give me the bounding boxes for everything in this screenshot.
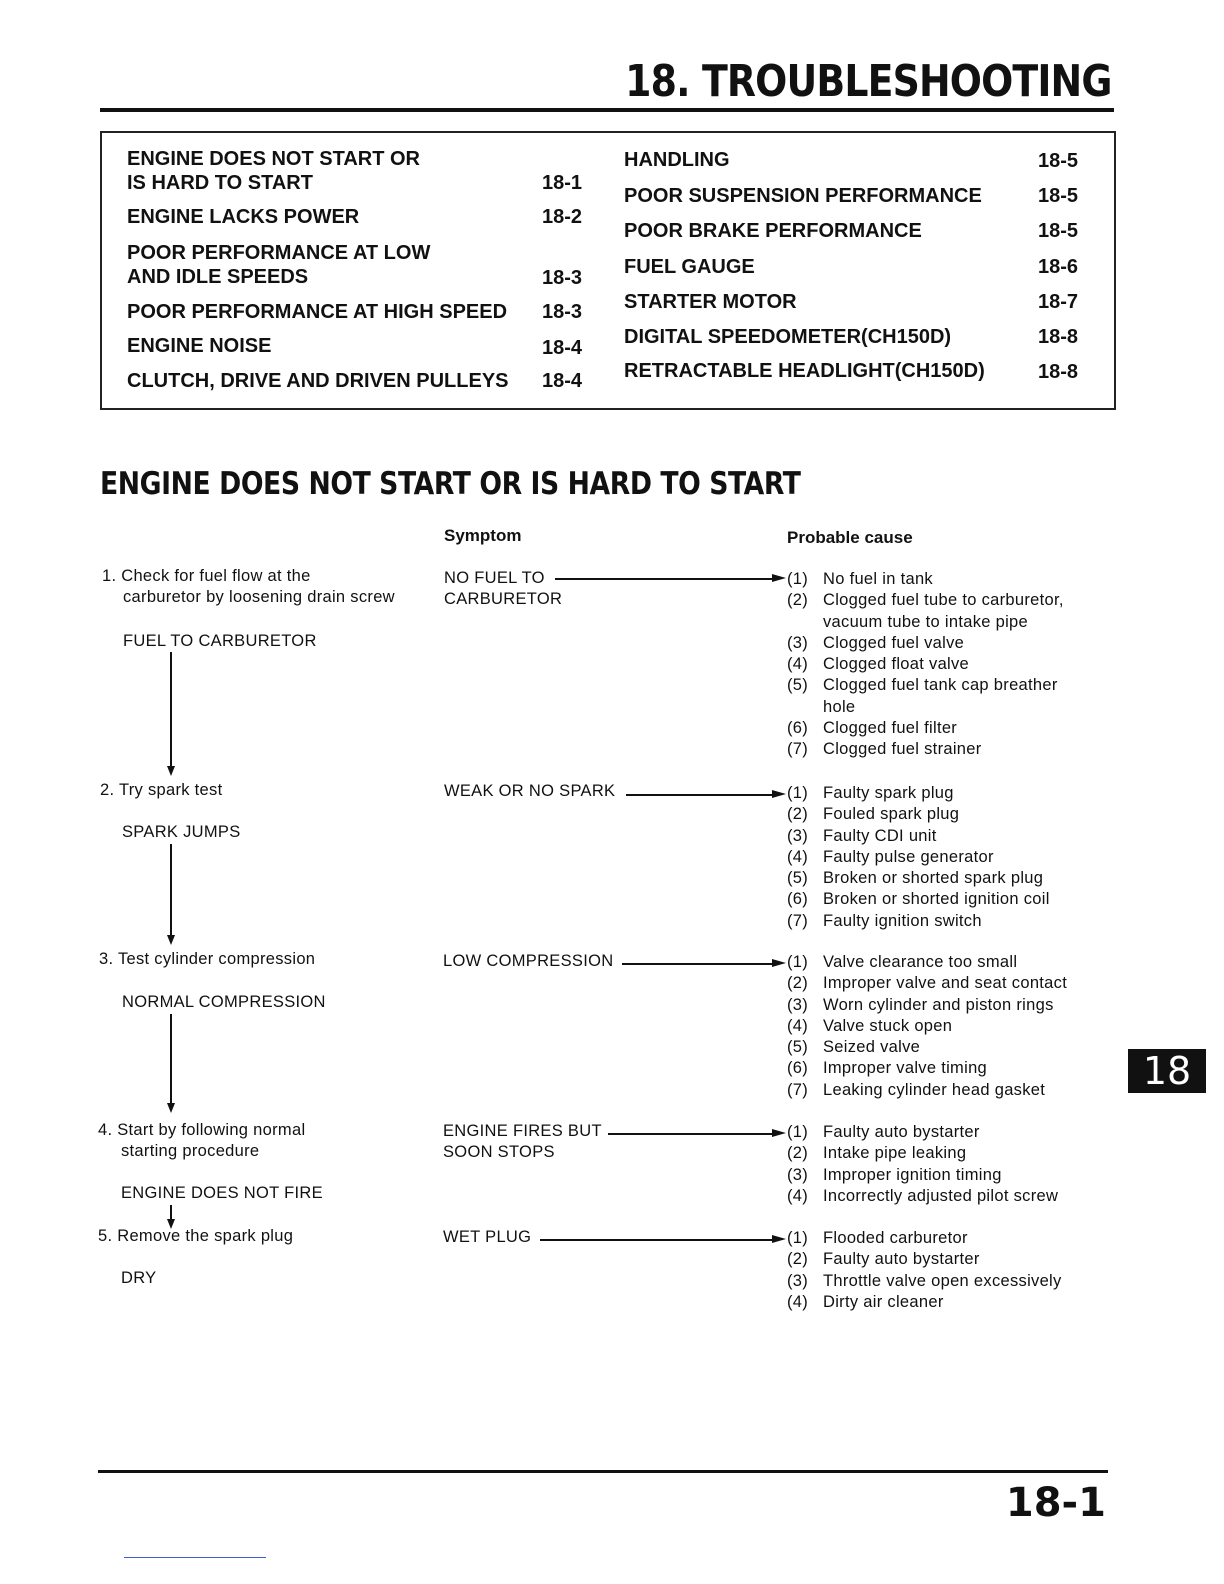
- cause-num: (5): [787, 1038, 809, 1057]
- step-5-symptom: [443, 1227, 531, 1248]
- arrow-down-icon: [167, 935, 175, 945]
- toc-item-left-5[interactable]: [127, 334, 583, 359]
- toc-item-left-1[interactable]: [127, 147, 583, 195]
- cause-item: [787, 739, 1064, 760]
- cause-num: (7): [787, 1080, 809, 1099]
- cause-text: Clogged float valve: [823, 655, 970, 674]
- cause-num: (2): [787, 1250, 809, 1269]
- toc-item-right-2[interactable]: [624, 184, 1079, 208]
- step-4-causes: [787, 1122, 1058, 1207]
- step-2-result: SPARK JUMPS: [122, 823, 241, 841]
- cause-item: [787, 1080, 1067, 1101]
- flow-arrow-line: [608, 1133, 772, 1135]
- cause-item: [787, 1058, 1067, 1079]
- toc-title-line: CLUTCH, DRIVE AND DRIVEN PULLEYS: [127, 370, 509, 392]
- toc-page: 18-7: [1038, 291, 1079, 313]
- cause-num: (4): [787, 1016, 809, 1035]
- cause-text: Faulty auto bystarter: [823, 1250, 980, 1269]
- toc-item-right-3[interactable]: [624, 219, 1079, 243]
- cause-text: Dirty air cleaner: [823, 1292, 944, 1311]
- check-line: 2. Try spark test: [100, 781, 223, 799]
- toc-page: 18-8: [1038, 326, 1079, 348]
- flow-line: [170, 844, 172, 936]
- step-1-result: FUEL TO CARBURETOR: [123, 632, 317, 650]
- toc-title-line: POOR PERFORMANCE AT LOW: [127, 242, 431, 264]
- step-5-result: DRY: [121, 1269, 157, 1287]
- toc-title-line: HANDLING: [624, 149, 730, 171]
- toc-title-line: STARTER MOTOR: [624, 291, 797, 313]
- arrow-down-icon: [167, 766, 175, 776]
- cause-num: (4): [787, 847, 809, 866]
- step-5-check: [98, 1226, 293, 1247]
- flow-arrow-line: [540, 1239, 772, 1241]
- cause-text: Faulty CDI unit: [823, 826, 937, 845]
- toc-page: 18-4: [542, 337, 583, 359]
- arrow-right-icon: [772, 1235, 786, 1243]
- chapter-tab[interactable]: 18: [1128, 1049, 1206, 1093]
- cause-text: Faulty auto bystarter: [823, 1123, 980, 1141]
- toc-item-right-6[interactable]: [624, 325, 1079, 349]
- cause-num: (4): [787, 1186, 809, 1205]
- cause-item: [787, 889, 1050, 910]
- cause-num: (2): [787, 805, 809, 824]
- cause-item: [787, 826, 1050, 847]
- cause-text: Incorrectly adjusted pilot screw: [823, 1186, 1059, 1205]
- cause-num: (7): [787, 740, 809, 759]
- cause-item: [787, 804, 1050, 825]
- toc-page: 18-3: [542, 267, 583, 289]
- cause-item: [787, 868, 1050, 889]
- toc-title-line: ENGINE DOES NOT START OR: [127, 148, 420, 170]
- cause-item: [787, 569, 1064, 590]
- cause-num: (1): [787, 570, 809, 588]
- cause-item: [787, 847, 1050, 868]
- arrow-right-icon: [772, 959, 786, 967]
- cause-text: Valve stuck open: [823, 1016, 953, 1035]
- toc-title-line: ENGINE NOISE: [127, 335, 272, 357]
- cause-text: Faulty spark plug: [823, 784, 954, 802]
- cause-text: Seized valve: [823, 1038, 921, 1057]
- cause-item: [787, 675, 1064, 696]
- toc-title-line: FUEL GAUGE: [624, 256, 755, 278]
- cause-text: Improper valve and seat contact: [823, 974, 1068, 993]
- flow-line: [170, 1014, 172, 1104]
- cause-column-header: Probable cause: [787, 528, 913, 547]
- cause-text: Worn cylinder and piston rings: [823, 995, 1054, 1014]
- toc-item-right-5[interactable]: [624, 290, 1079, 314]
- cause-num: (4): [787, 1292, 809, 1311]
- cause-num: (6): [787, 1059, 809, 1078]
- cause-item: [787, 1143, 1058, 1164]
- cause-num: (2): [787, 1144, 809, 1163]
- cause-text: Leaking cylinder head gasket: [823, 1080, 1046, 1099]
- cause-num: (5): [787, 676, 809, 695]
- cause-text: Faulty ignition switch: [823, 911, 982, 930]
- cause-text-cont: vacuum tube to intake pipe: [823, 612, 1029, 631]
- step-1-check: [102, 566, 395, 608]
- check-line: 3. Test cylinder compression: [99, 950, 316, 968]
- flow-arrow-line: [622, 963, 772, 965]
- step-4-check: [98, 1120, 305, 1162]
- cause-text: Intake pipe leaking: [823, 1144, 967, 1163]
- cause-num: (1): [787, 1123, 809, 1141]
- step-4-result: ENGINE DOES NOT FIRE: [121, 1184, 323, 1202]
- check-line: carburetor by loosening drain screw: [123, 588, 395, 606]
- symptom-line: ENGINE FIRES BUT: [443, 1122, 602, 1140]
- cause-num: (7): [787, 911, 809, 930]
- step-2-check: [100, 780, 222, 801]
- cause-item: [787, 1186, 1058, 1207]
- cause-item: [787, 590, 1064, 611]
- flow-line: [170, 652, 172, 766]
- cause-text: Valve clearance too small: [823, 953, 1018, 971]
- step-4-symptom: [443, 1121, 602, 1163]
- cause-num: (3): [787, 633, 809, 652]
- scan-mark: [124, 1557, 266, 1558]
- cause-item: [787, 911, 1050, 932]
- check-line: 4. Start by following normal: [98, 1121, 306, 1139]
- flow-arrow-line: [555, 578, 773, 580]
- toc-page: 18-4: [542, 370, 583, 392]
- cause-text: Clogged fuel tube to carburetor,: [823, 591, 1064, 610]
- toc-title-line: DIGITAL SPEEDOMETER(CH150D): [624, 326, 952, 348]
- check-line: 5. Remove the spark plug: [98, 1227, 294, 1245]
- cause-item: [787, 633, 1064, 654]
- toc-item-left-2[interactable]: [127, 205, 583, 229]
- toc-item-left-6[interactable]: [127, 369, 583, 393]
- symptom-line: SOON STOPS: [443, 1143, 555, 1161]
- step-1-symptom: [444, 568, 562, 610]
- toc-title-line: POOR SUSPENSION PERFORMANCE: [624, 185, 982, 207]
- toc-item-right-1[interactable]: [624, 148, 1079, 172]
- cause-num: (1): [787, 784, 809, 802]
- arrow-down-icon: [167, 1103, 175, 1113]
- toc-title-line: POOR BRAKE PERFORMANCE: [624, 220, 922, 242]
- page-number: 18-1: [1005, 1480, 1106, 1526]
- cause-item: [787, 952, 1067, 973]
- cause-item: [787, 1292, 1062, 1313]
- cause-num: (5): [787, 869, 809, 888]
- cause-text: Clogged fuel strainer: [823, 740, 982, 759]
- cause-item: [787, 1165, 1058, 1186]
- cause-num: (6): [787, 719, 809, 738]
- cause-num: (1): [787, 1229, 809, 1247]
- cause-num: (2): [787, 974, 809, 993]
- check-line: starting procedure: [121, 1142, 260, 1160]
- cause-text: Clogged fuel valve: [823, 633, 965, 652]
- check-line: 1. Check for fuel flow at the: [102, 567, 311, 585]
- cause-num: (3): [787, 995, 809, 1014]
- toc-page: 18-5: [1038, 185, 1079, 207]
- step-5-causes: [787, 1228, 1062, 1313]
- toc-title-line: IS HARD TO START: [127, 172, 313, 194]
- cause-text: Broken or shorted spark plug: [823, 869, 1044, 888]
- cause-item: [787, 1016, 1067, 1037]
- symptom-line: CARBURETOR: [444, 590, 563, 608]
- cause-item: [787, 1122, 1058, 1143]
- header-rule: [100, 108, 1114, 112]
- step-2-symptom: [444, 781, 615, 802]
- cause-num: (3): [787, 1165, 809, 1184]
- cause-item: [787, 1037, 1067, 1058]
- step-1-causes: [787, 569, 1064, 761]
- cause-item: [787, 654, 1064, 675]
- cause-text: Improper ignition timing: [823, 1165, 1002, 1184]
- cause-text: Clogged fuel filter: [823, 719, 958, 738]
- step-3-causes: [787, 952, 1067, 1101]
- cause-num: (6): [787, 890, 809, 909]
- cause-text: Fouled spark plug: [823, 805, 960, 824]
- cause-num: (4): [787, 655, 809, 674]
- footer-rule: [98, 1470, 1108, 1473]
- flow-arrow-line: [626, 794, 772, 796]
- chapter-title: 18. TROUBLESHOOTING: [625, 56, 1112, 107]
- toc-item-right-7[interactable]: [624, 359, 1079, 383]
- cause-item: [787, 995, 1067, 1016]
- cause-text: Faulty pulse generator: [823, 847, 994, 866]
- cause-num: (3): [787, 1271, 809, 1290]
- toc-page: 18-5: [1038, 150, 1079, 172]
- toc-title-line: RETRACTABLE HEADLIGHT(CH150D): [624, 360, 985, 382]
- cause-text: Broken or shorted ignition coil: [823, 890, 1050, 909]
- cause-item: [787, 783, 1050, 804]
- toc-title-line: ENGINE LACKS POWER: [127, 206, 360, 228]
- cause-item: [787, 1249, 1062, 1270]
- toc-title-line: AND IDLE SPEEDS: [127, 266, 309, 288]
- arrow-right-icon: [772, 1129, 786, 1137]
- symptom-line: WEAK OR NO SPARK: [444, 782, 616, 800]
- symptom-column-header: Symptom: [444, 526, 522, 545]
- step-3-result: NORMAL COMPRESSION: [122, 993, 326, 1011]
- toc-item-left-3[interactable]: [127, 241, 583, 289]
- cause-text-cont: hole: [823, 697, 856, 716]
- cause-item: [787, 1228, 1062, 1249]
- step-2-causes: [787, 783, 1050, 932]
- cause-text: Throttle valve open excessively: [823, 1271, 1062, 1290]
- arrow-right-icon: [772, 574, 786, 582]
- cause-text: Flooded carburetor: [823, 1229, 968, 1247]
- toc-page: 18-3: [542, 301, 583, 323]
- toc-item-right-4[interactable]: [624, 255, 1079, 279]
- toc-page: 18-1: [542, 172, 583, 194]
- symptom-line: WET PLUG: [443, 1228, 532, 1246]
- cause-num: (1): [787, 953, 809, 971]
- toc-page: 18-8: [1038, 361, 1079, 383]
- cause-item: [787, 718, 1064, 739]
- step-3-check: [99, 949, 315, 970]
- arrow-right-icon: [772, 790, 786, 798]
- symptom-line: LOW COMPRESSION: [443, 952, 614, 970]
- step-3-symptom: [443, 951, 613, 972]
- toc-page: 18-5: [1038, 220, 1079, 242]
- toc-page: 18-2: [542, 206, 583, 228]
- toc-title-line: POOR PERFORMANCE AT HIGH SPEED: [127, 301, 508, 323]
- cause-text: No fuel in tank: [823, 570, 933, 588]
- cause-item: [787, 1271, 1062, 1292]
- cause-item: [787, 973, 1067, 994]
- cause-text: Clogged fuel tank cap breather: [823, 676, 1058, 695]
- symptom-line: NO FUEL TO: [444, 569, 545, 587]
- section-title: ENGINE DOES NOT START OR IS HARD TO START: [100, 466, 801, 502]
- cause-text: Improper valve timing: [823, 1059, 988, 1078]
- cause-num: (2): [787, 591, 809, 610]
- toc-page: 18-6: [1038, 256, 1079, 278]
- toc-item-left-4[interactable]: [127, 300, 583, 324]
- cause-num: (3): [787, 826, 809, 845]
